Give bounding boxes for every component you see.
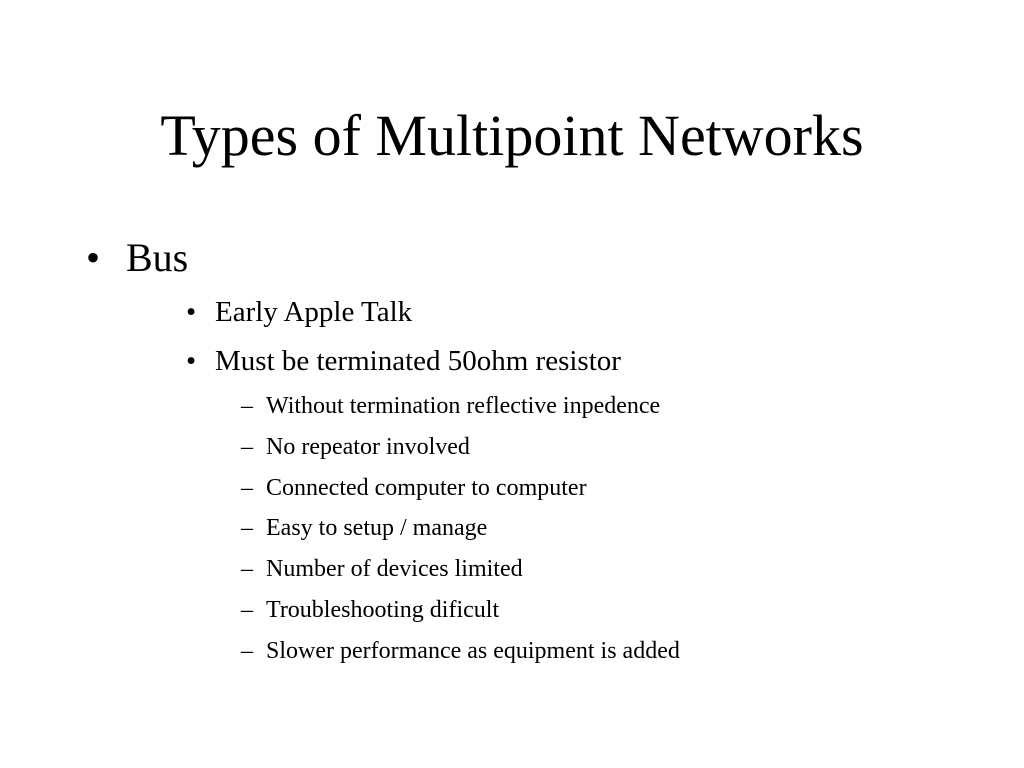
detail-text: Easy to setup / manage — [266, 515, 488, 541]
dash-icon: – — [241, 597, 253, 623]
sub-bullet-text: Must be terminated 50ohm resistor — [215, 345, 621, 377]
detail-text: Number of devices limited — [266, 556, 523, 582]
detail-text: Slower performance as equipment is added — [266, 638, 680, 664]
bullet-text: Bus — [126, 235, 189, 280]
dash-icon: – — [241, 638, 253, 664]
dash-icon: – — [241, 393, 253, 419]
detail-text: Without termination reflective inpedence — [266, 393, 661, 419]
detail-text: No repeator involved — [266, 434, 470, 460]
bullet-dot-icon: • — [186, 296, 197, 328]
dash-icon: – — [241, 556, 253, 582]
dash-icon: – — [241, 434, 253, 460]
dash-icon: – — [241, 515, 253, 541]
bullet-dot-icon: • — [86, 235, 101, 280]
detail-text: Connected computer to computer — [266, 475, 587, 501]
dash-icon: – — [241, 475, 253, 501]
bullet-dot-icon: • — [186, 345, 197, 377]
sub-bullet-text: Early Apple Talk — [215, 296, 413, 328]
slide-title: Types of Multipoint Networks — [160, 103, 864, 168]
detail-text: Troubleshooting dificult — [266, 597, 500, 623]
